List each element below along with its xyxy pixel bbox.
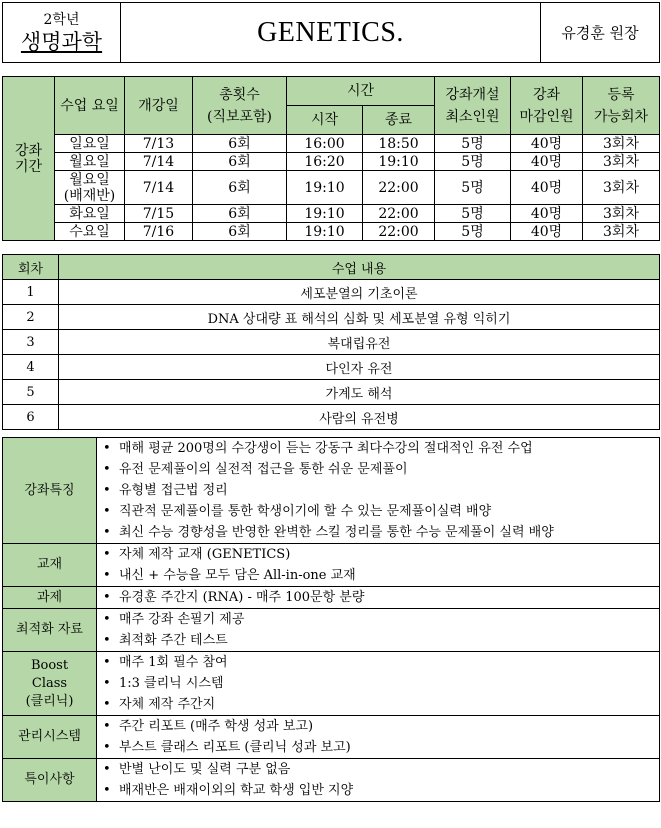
session-no: 4 <box>3 355 59 380</box>
feature-row <box>3 544 660 587</box>
feature-item: • 최적화 주간 테스트 <box>103 630 657 651</box>
feature-item: • 매주 강좌 손필기 제공 <box>103 609 657 630</box>
feature-item: • 매해 평균 200명의 수강생이 듣는 강동구 최다수강의 절대적인 유전 수업 <box>103 438 657 459</box>
row-date: 7/15 <box>125 205 193 223</box>
feature-item: • 자체 제작 교재 (GENETICS) <box>103 544 657 565</box>
session-no: 5 <box>3 380 59 405</box>
feature-item: • 유형별 접근법 정리 <box>103 480 657 501</box>
row-day: 월요일 (배재반) <box>55 171 125 205</box>
col-header-time-start: 시작 <box>287 106 363 135</box>
feature-item: • 내신 + 수능을 모두 담은 All-in-one 교재 <box>103 565 657 586</box>
row-reg: 3회차 <box>583 153 660 171</box>
feature-row <box>3 716 660 759</box>
schedule-row <box>3 205 660 223</box>
schedule-row <box>3 153 660 171</box>
row-day: 일요일 <box>55 135 125 153</box>
col-header-time-end: 종료 <box>363 106 435 135</box>
feature-content <box>97 652 660 716</box>
row-min: 5명 <box>435 153 511 171</box>
session-no: 1 <box>3 280 59 305</box>
curriculum-row <box>3 405 660 430</box>
col-header-day: 수업 요일 <box>55 77 125 135</box>
session-content: 가계도 해석 <box>59 380 660 405</box>
teacher-name: 유경훈 원장 <box>541 3 660 63</box>
curriculum-table <box>2 254 660 430</box>
curriculum-row <box>3 330 660 355</box>
col-header-max: 강좌 마감인원 <box>511 77 583 135</box>
feature-label: Boost Class (클리닉) <box>3 652 97 716</box>
feature-item: • 최신 수능 경향성을 반영한 완벽한 스킬 정리를 통한 수능 문제풀이 실력 배양 <box>103 522 657 543</box>
row-start: 19:10 <box>287 171 363 205</box>
curriculum-row <box>3 305 660 330</box>
feature-item: • 1:3 클리닉 시스템 <box>103 673 657 694</box>
row-date: 7/13 <box>125 135 193 153</box>
row-start: 16:00 <box>287 135 363 153</box>
row-end: 18:50 <box>363 135 435 153</box>
session-content: 다인자 유전 <box>59 355 660 380</box>
row-min: 5명 <box>435 135 511 153</box>
row-sessions: 6회 <box>193 171 287 205</box>
feature-label: 관리시스템 <box>3 716 97 759</box>
row-day: 화요일 <box>55 205 125 223</box>
row-end: 22:00 <box>363 171 435 205</box>
row-max: 40명 <box>511 223 583 241</box>
row-max: 40명 <box>511 153 583 171</box>
col-header-min: 강좌개설 최소인원 <box>435 77 511 135</box>
col-header-time: 시간 <box>287 77 435 106</box>
row-end: 22:00 <box>363 205 435 223</box>
feature-row <box>3 652 660 716</box>
feature-row <box>3 587 660 609</box>
feature-content <box>97 544 660 587</box>
feature-content <box>97 759 660 802</box>
row-start: 19:10 <box>287 223 363 241</box>
feature-item: • 매주 1회 필수 참여 <box>103 652 657 673</box>
feature-item: • 유전 문제풀이의 실전적 접근을 통한 쉬운 문제풀이 <box>103 459 657 480</box>
curriculum-row <box>3 380 660 405</box>
row-date: 7/16 <box>125 223 193 241</box>
row-start: 16:20 <box>287 153 363 171</box>
curriculum-row <box>3 280 660 305</box>
grade-subject-cell <box>3 3 121 63</box>
feature-item: • 배재반은 배재이외의 학교 학생 입반 지양 <box>103 780 657 801</box>
feature-item: • 부스트 클래스 리포트 (클리닉 성과 보고) <box>103 737 657 758</box>
feature-label: 과제 <box>3 587 97 609</box>
schedule-row <box>3 171 660 205</box>
feature-item: • 반별 난이도 및 실력 구분 없음 <box>103 759 657 780</box>
row-reg: 3회차 <box>583 171 660 205</box>
feature-content <box>97 609 660 652</box>
row-min: 5명 <box>435 171 511 205</box>
session-no: 2 <box>3 305 59 330</box>
feature-label: 강좌특징 <box>3 438 97 544</box>
feature-label: 최적화 자료 <box>3 609 97 652</box>
row-min: 5명 <box>435 223 511 241</box>
row-reg: 3회차 <box>583 135 660 153</box>
row-sessions: 6회 <box>193 135 287 153</box>
row-reg: 3회차 <box>583 205 660 223</box>
curriculum-row <box>3 355 660 380</box>
session-content: 세포분열의 기초이론 <box>59 280 660 305</box>
subject-label: 생명과학 <box>20 29 103 54</box>
schedule-row <box>3 223 660 241</box>
grade-label: 2학년 <box>43 11 80 28</box>
schedule-side-label: 강좌 기간 <box>3 77 55 241</box>
row-date: 7/14 <box>125 171 193 205</box>
header-table <box>2 2 660 63</box>
schedule-row <box>3 135 660 153</box>
session-content: DNA 상대량 표 해석의 심화 및 세포분열 유형 익히기 <box>59 305 660 330</box>
row-max: 40명 <box>511 205 583 223</box>
feature-content <box>97 438 660 544</box>
col-header-content: 수업 내용 <box>59 255 660 280</box>
feature-label: 특이사항 <box>3 759 97 802</box>
row-day: 월요일 <box>55 153 125 171</box>
session-no: 3 <box>3 330 59 355</box>
feature-item: • 직관적 문제풀이를 통한 학생이기에 할 수 있는 문제풀이실력 배양 <box>103 501 657 522</box>
session-content: 복대립유전 <box>59 330 660 355</box>
col-header-start-date: 개강일 <box>125 77 193 135</box>
feature-row <box>3 438 660 544</box>
course-title: GENETICS. <box>121 3 541 63</box>
col-header-sessions: 총횟수 (직보포함) <box>193 77 287 135</box>
feature-content <box>97 587 660 609</box>
row-date: 7/14 <box>125 153 193 171</box>
feature-item: • 자체 제작 주간지 <box>103 694 657 715</box>
session-no: 6 <box>3 405 59 430</box>
feature-row <box>3 609 660 652</box>
feature-item: • 유경훈 주간지 (RNA) - 매주 100문항 분량 <box>103 587 657 608</box>
col-header-session-no: 회차 <box>3 255 59 280</box>
col-header-reg: 등록 가능회차 <box>583 77 660 135</box>
row-max: 40명 <box>511 171 583 205</box>
feature-label: 교재 <box>3 544 97 587</box>
features-table <box>2 437 660 802</box>
row-reg: 3회차 <box>583 223 660 241</box>
row-day: 수요일 <box>55 223 125 241</box>
row-min: 5명 <box>435 205 511 223</box>
feature-content <box>97 716 660 759</box>
session-content: 사람의 유전병 <box>59 405 660 430</box>
row-sessions: 6회 <box>193 205 287 223</box>
row-start: 19:10 <box>287 205 363 223</box>
feature-item: • 주간 리포트 (매주 학생 성과 보고) <box>103 716 657 737</box>
row-end: 19:10 <box>363 153 435 171</box>
row-max: 40명 <box>511 135 583 153</box>
schedule-table <box>2 76 660 241</box>
feature-row <box>3 759 660 802</box>
row-end: 22:00 <box>363 223 435 241</box>
row-sessions: 6회 <box>193 153 287 171</box>
row-sessions: 6회 <box>193 223 287 241</box>
